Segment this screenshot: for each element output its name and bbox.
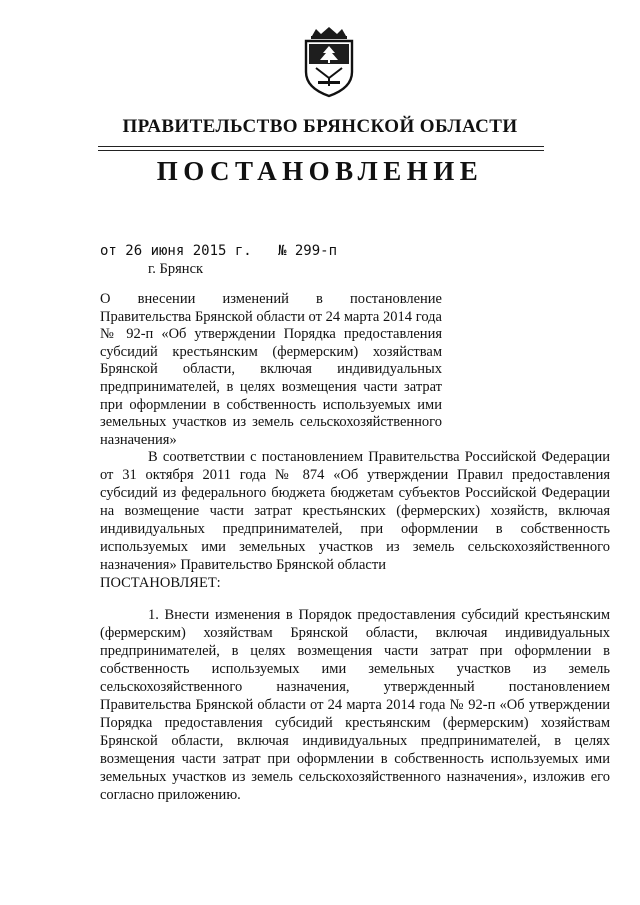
document-type-title: ПОСТАНОВЛЕНИЕ — [156, 156, 484, 186]
document-subject: О внесении изменений в постановление Правительства Брянской области от 24 марта 2014 года № 92-п «Об утверждении Порядка предоставления субсидий крестьянским (фермерским) хозяйствам Брянской области, включая индивидуальных предпринимателей, в целях возмещения части затрат при оформлении в собственность используемых ими земельных участков из земель сельскохозяйственного назначения» — [100, 291, 442, 448]
brynsk-coat-of-arms-icon — [300, 26, 358, 98]
document-date-number — [100, 243, 338, 259]
header-divider-thin — [98, 150, 544, 151]
document-city: г. Брянск — [148, 261, 204, 277]
preamble-text: В соответствии с постановлением Правительства Российской Федерации от 31 октября 2011 года № 874 «Об утверждении Правил предоставления субсидий из федерального бюджета бюджетам субъектов Российской Федерации на возмещение части затрат крестьянских (фермерских) хозяйств, включая индивидуальных предпринимателей, при оформлении в собственность используемых ими земельных участков из земель сельскохозяйственного назначения» Правительство Брянской области — [100, 449, 610, 573]
header-divider — [98, 146, 544, 147]
document-date: от 26 июня 2015 г. — [100, 243, 252, 259]
item-1-paragraph: 1. Внести изменения в Порядок предоставления субсидий крестьянским (фермерским) хозяйствам Брянской области, включая индивидуальных предпринимателей, в целях возмещения части затрат при оформлении в собственность используемых ими земельных участков из земель сельскохозяйственного назначения, утвержденный постановлением Правительства Брянской области от 24 марта 2014 года № 92-п «Об утверждении Порядка предоставления субсидий крестьянским (фермерским) хозяйствам Брянской области, включая индивидуальных предпринимателей, в целях возмещения части затрат при оформлении в собственность используемых ими земельных участков из земель сельскохозяйственного назначения», изложив его согласно приложению. — [100, 607, 610, 803]
resolution-keyword: ПОСТАНОВЛЯЕТ: — [100, 575, 221, 591]
government-title: ПРАВИТЕЛЬСТВО БРЯНСКОЙ ОБЛАСТИ — [122, 116, 518, 137]
preamble-paragraph — [100, 448, 610, 592]
document-number: № 299-п — [278, 243, 338, 259]
